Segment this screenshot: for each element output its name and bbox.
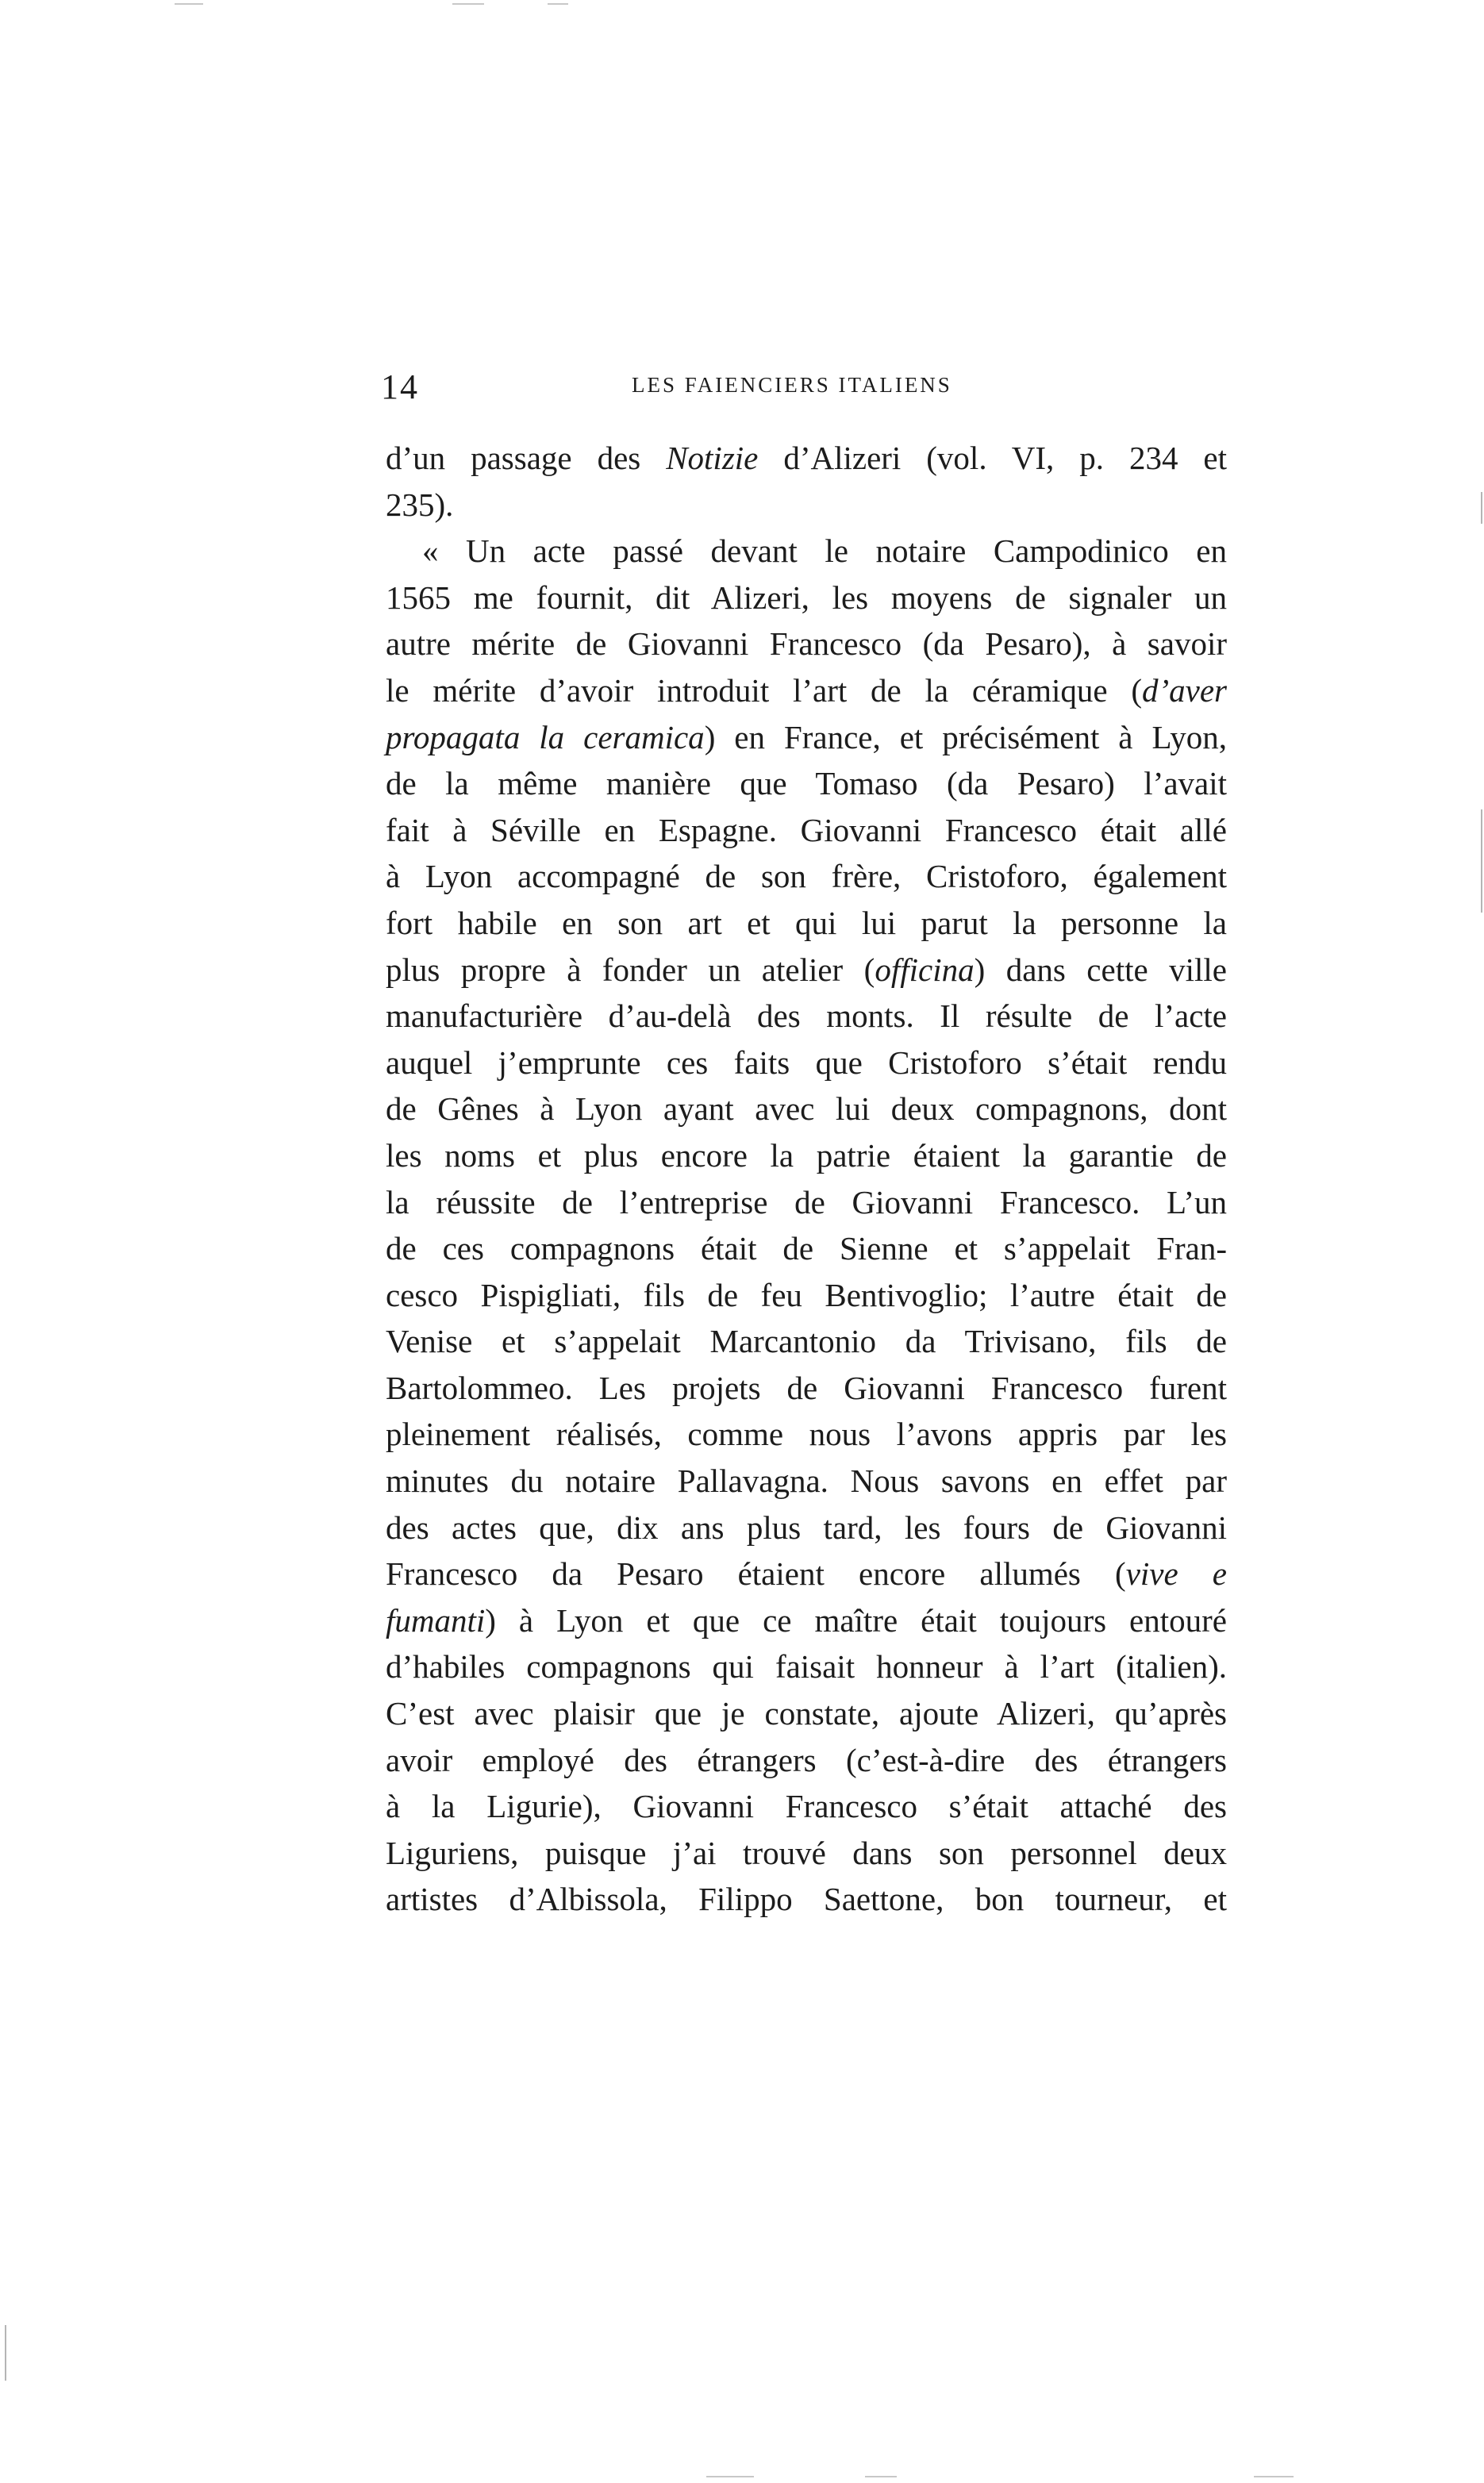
text-run: cesco Pispigliati, fils de feu Bentivoglio; l’autre était de — [386, 1276, 1227, 1313]
text-line — [386, 714, 1227, 761]
text-line — [386, 1272, 1227, 1319]
right-margin-mark — [1481, 809, 1482, 913]
text-line — [386, 575, 1227, 621]
top-edge-dash — [175, 3, 203, 5]
text-run: auquel j’emprunte ces faits que Cristoforo s’était rendu — [386, 1044, 1227, 1081]
text-line — [386, 1737, 1227, 1784]
text-line — [386, 1040, 1227, 1086]
text-run: d’un passage des — [386, 440, 667, 476]
right-margin-mark — [1481, 492, 1482, 524]
text-line — [386, 1458, 1227, 1505]
text-run: Venise et s’appelait Marcantonio da Trivisano, fils de — [386, 1323, 1227, 1360]
text-run: 1565 me fournit, dit Alizeri, les moyens de signaler un — [386, 578, 1227, 616]
text-line — [386, 1365, 1227, 1412]
text-run: minutes du notaire Pallavagna. Nous savons en effet par — [386, 1463, 1227, 1500]
italic-run: Notizie — [666, 440, 759, 476]
text-run: la réussite de l’entreprise de Giovanni Francesco. L’un — [386, 1183, 1227, 1220]
text-line — [386, 435, 1227, 482]
text-run: de Gênes à Lyon ayant avec lui deux compagnons, dont — [386, 1090, 1227, 1128]
text-line — [386, 1783, 1227, 1830]
text-run: à Lyon accompagné de son frère, Cristoforo, également — [386, 858, 1227, 895]
italic-run: fumanti — [386, 1601, 486, 1639]
text-line — [386, 1876, 1227, 1923]
text-line — [386, 760, 1227, 807]
text-run: pleinement réalisés, comme nous l’avons appris par les — [386, 1416, 1227, 1453]
running-title: LES FAIENCIERS ITALIENS — [632, 373, 952, 397]
top-edge-dash — [548, 3, 568, 5]
text-run: de la même manière que Tomaso (da Pesaro) l’avait — [386, 765, 1227, 802]
text-line — [386, 1225, 1227, 1272]
text-run: à la Ligurie), Giovanni Francesco s’était attaché des — [386, 1788, 1227, 1825]
text-run: plus propre à fonder un atelier ( — [386, 951, 875, 988]
text-line — [386, 621, 1227, 667]
text-line — [386, 900, 1227, 947]
text-run: d’habiles compagnons qui faisait honneur à l’art (italien). — [386, 1648, 1227, 1685]
text-line — [386, 1690, 1227, 1737]
text-run: Liguriens, puisque j’ai trouvé dans son personnel deux — [386, 1834, 1227, 1871]
text-line — [386, 1551, 1227, 1597]
left-margin-mark — [5, 2325, 6, 2381]
text-run: manufacturière d’au-delà des monts. Il résulte de l’acte — [386, 997, 1227, 1035]
text-run: « Un acte passé devant le notaire Campodinico en — [422, 532, 1227, 570]
text-run: 235). — [386, 486, 454, 523]
italic-run: vive e — [1125, 1555, 1227, 1593]
text-run: de ces compagnons était de Sienne et s’appelait Fran- — [386, 1230, 1227, 1267]
text-run: les noms et plus encore la patrie étaient la garantie de — [386, 1136, 1227, 1174]
italic-run: propagata la ceramica — [386, 718, 705, 755]
bottom-edge-dash — [706, 2476, 754, 2477]
text-line — [386, 1411, 1227, 1458]
text-run: d’Alizeri (vol. VI, p. 234 et — [758, 440, 1228, 476]
text-line — [386, 993, 1227, 1040]
text-run: fait à Séville en Espagne. Giovanni Francesco était allé — [386, 811, 1227, 848]
text-run: C’est avec plaisir que je constate, ajoute Alizeri, qu’après — [386, 1695, 1227, 1732]
text-run: artistes d’Albissola, Filippo Saettone, bon tourneur, et — [386, 1881, 1227, 1918]
page-number: 14 — [381, 367, 419, 406]
text-run: des actes que, dix ans plus tard, les fours de Giovanni — [386, 1509, 1227, 1546]
text-line — [386, 1830, 1227, 1877]
text-line — [386, 1179, 1227, 1226]
text-line — [386, 1318, 1227, 1365]
text-line — [386, 667, 1227, 714]
text-line — [386, 807, 1227, 854]
bottom-edge-dash — [865, 2476, 897, 2477]
text-run: Francesco da Pesaro étaient encore allumés ( — [386, 1555, 1126, 1593]
body-text — [386, 435, 1227, 1923]
text-run: avoir employé des étrangers (c’est-à-dire des étrangers — [386, 1741, 1227, 1778]
text-line — [386, 1597, 1227, 1644]
text-line — [386, 1505, 1227, 1551]
text-run: fort habile en son art et qui lui parut la personne la — [386, 904, 1227, 941]
text-line — [386, 1132, 1227, 1179]
top-edge-dash — [452, 3, 484, 5]
italic-run: officina — [875, 951, 975, 988]
text-run: ) en France, et précisément à Lyon, — [704, 718, 1227, 755]
italic-run: d’aver — [1141, 671, 1227, 709]
text-run: le mérite d’avoir introduit l’art de la céramique ( — [386, 671, 1142, 709]
text-line — [386, 947, 1227, 994]
text-line — [386, 482, 1227, 529]
text-line — [386, 528, 1227, 575]
text-line — [386, 1086, 1227, 1132]
page-header — [381, 367, 1221, 414]
text-line — [386, 1643, 1227, 1690]
text-run: ) dans cette ville — [974, 951, 1227, 988]
text-run: Bartolommeo. Les projets de Giovanni Francesco furent — [386, 1369, 1227, 1406]
text-line — [386, 853, 1227, 900]
text-run: autre mérite de Giovanni Francesco (da Pesaro), à savoir — [386, 625, 1227, 663]
text-run: ) à Lyon et que ce maître était toujours entouré — [485, 1601, 1227, 1639]
bottom-edge-dash — [1254, 2476, 1294, 2477]
